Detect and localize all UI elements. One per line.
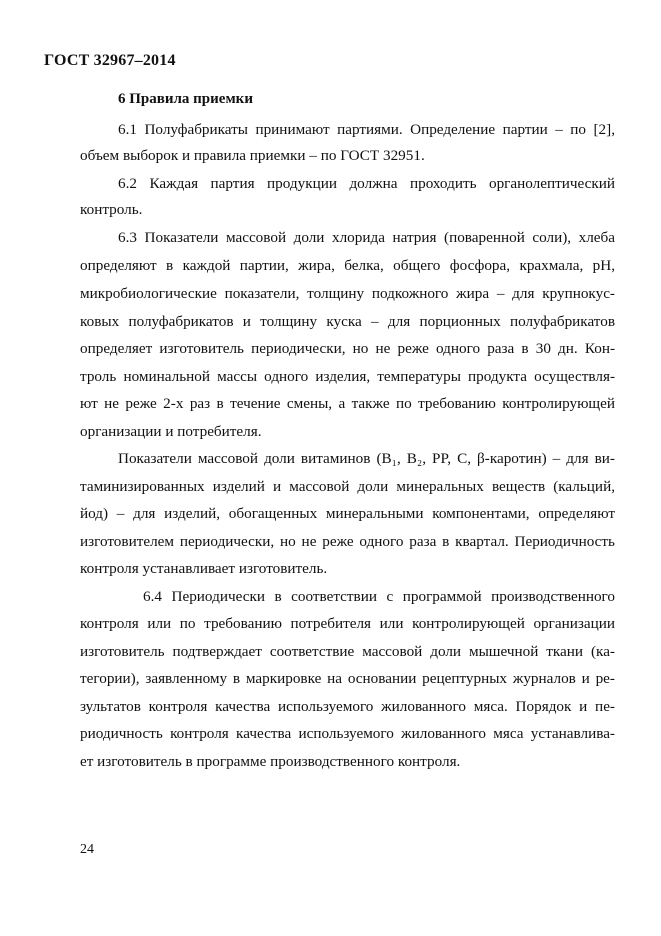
page-number: 24 — [80, 842, 94, 857]
paragraph-line: тегории), заявленному в маркировке на основании рецептурных журналов и ре- — [80, 670, 615, 687]
paragraph-line: изготовитель подтверждает соответствие массовой доли мышечной ткани (ка- — [80, 643, 615, 660]
paragraph-line: ют не реже 2-х раз в течение смены, а также по требованию контролирующей — [80, 395, 615, 412]
paragraph-line: Показатели массовой доли витаминов (B₁, B₂, PP, С, β-каротин) – для ви- — [118, 450, 615, 467]
paragraph-line: ет изготовитель в программе производственного контроля. — [80, 753, 461, 770]
paragraph-line: изготовителем периодически, но не реже одного раза в квартал. Периодичность — [80, 533, 615, 550]
paragraph-line: микробиологические показатели, толщину подкожного жира – для крупнокус- — [80, 285, 615, 302]
paragraph-line: контроля устанавливает изготовитель. — [80, 560, 328, 577]
paragraph-line: объем выборок и правила приемки – по ГОСТ 32951. — [80, 147, 425, 164]
paragraph-line: таминизированных изделий и массовой доли минеральных веществ (кальций, — [80, 478, 615, 495]
paragraph-line: 6.3 Показатели массовой доли хлорида натрия (поваренной соли), хлеба — [118, 229, 615, 246]
paragraph-line: определяет изготовитель периодически, но не реже одного раза в 30 дн. Кон- — [80, 340, 615, 357]
paragraph-line: риодичность контроля качества используемого жилованного мяса устанавлива- — [80, 725, 615, 742]
paragraph-line: контроля или по требованию потребителя или контролирующей организации — [80, 615, 615, 632]
section-title: 6 Правила приемки — [118, 91, 253, 107]
paragraph-line: ковых полуфабрикатов и толщину куска – для порционных полуфабрикатов — [80, 313, 615, 330]
paragraph-line: троль номинальной массы одного изделия, температуры продукта осуществля- — [80, 368, 615, 385]
paragraph-line: 6.4 Периодически в соответствии с программой производственного — [143, 588, 615, 605]
paragraph-line: 6.1 Полуфабрикаты принимают партиями. Определение партии – по [2], — [118, 121, 615, 138]
document-header: ГОСТ 32967–2014 — [44, 52, 176, 69]
paragraph-line: определяют в каждой партии, жира, белка, общего фосфора, крахмала, pH, — [80, 257, 615, 274]
paragraph-line: контроль. — [80, 201, 143, 218]
paragraph-line: организации и потребителя. — [80, 423, 262, 440]
paragraph-line: зультатов контроля качества используемого жилованного мяса. Порядок и пе- — [80, 698, 615, 715]
paragraph-line: 6.2 Каждая партия продукции должна проходить органолептический — [118, 175, 615, 192]
paragraph-line: йод) – для изделий, обогащенных минеральными компонентами, определяют — [80, 505, 615, 522]
